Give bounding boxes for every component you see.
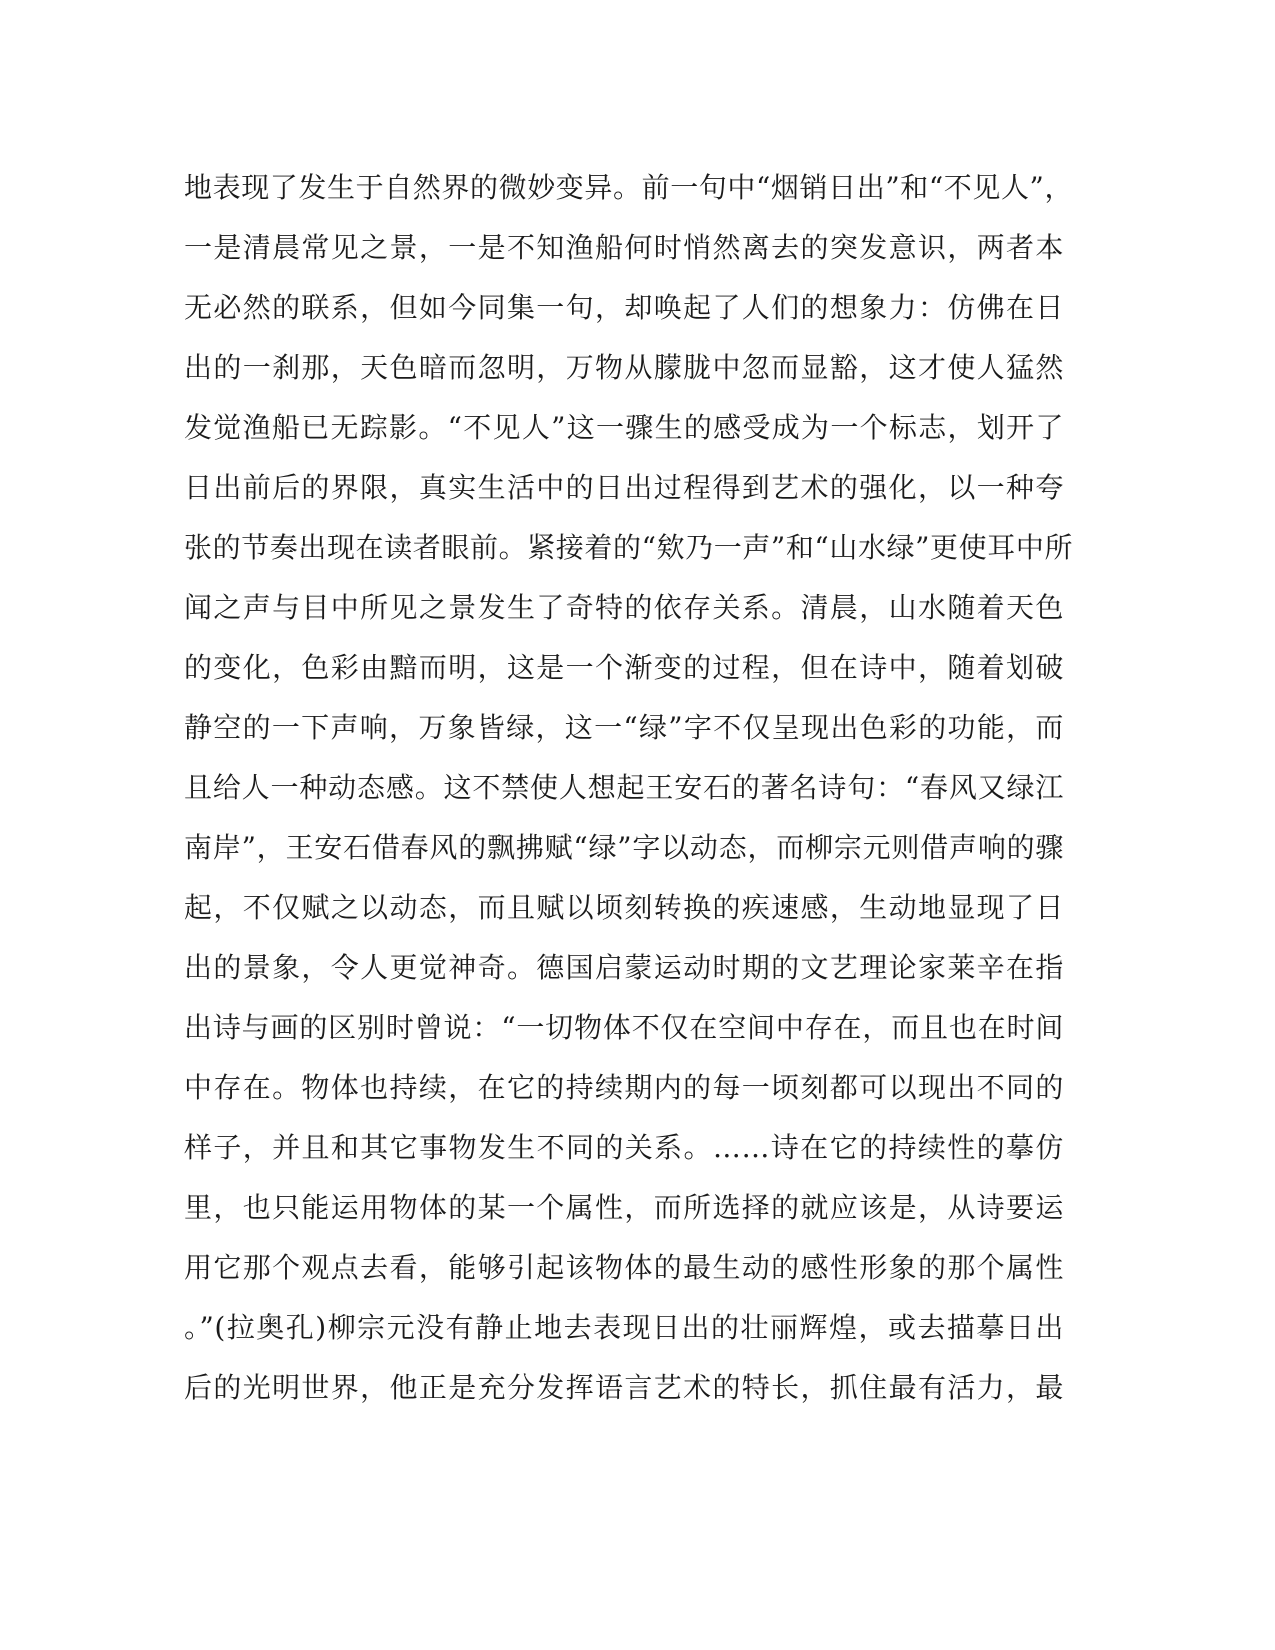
text-line: 无必然的联系，但如今同集一句，却唤起了人们的想象力：仿佛在日 — [184, 291, 1064, 324]
text-line: 南岸”，王安石借春风的飘拂赋“绿”字以动态，而柳宗元则借声响的骤 — [184, 831, 1064, 864]
text-line: 出的一刹那，天色暗而忽明，万物从朦胧中忽而显豁，这才使人猛然 — [184, 351, 1064, 384]
text-line: 张的节奏出现在读者眼前。紧接着的“欸乃一声”和“山水绿”更使耳中所 — [184, 531, 1074, 564]
text-line: 出诗与画的区别时曾说：“一切物体不仅在空间中存在，而且也在时间 — [184, 1011, 1064, 1044]
text-line: 闻之声与目中所见之景发生了奇特的依存关系。清晨，山水随着天色 — [184, 591, 1064, 624]
text-line: 起，不仅赋之以动态，而且赋以顷刻转换的疾速感，生动地显现了日 — [184, 891, 1064, 924]
text-line: 的变化，色彩由黯而明，这是一个渐变的过程，但在诗中，随着划破 — [184, 651, 1064, 684]
text-line: 一是清晨常见之景，一是不知渔船何时悄然离去的突发意识，两者本 — [184, 231, 1064, 264]
body-text — [184, 158, 1074, 1418]
text-line: 。”(拉奥孔)柳宗元没有静止地去表现日出的壮丽辉煌，或去描摹日出 — [184, 1311, 1064, 1344]
text-line: 样子，并且和其它事物发生不同的关系。……诗在它的持续性的摹仿 — [184, 1131, 1064, 1164]
text-line: 日出前后的界限，真实生活中的日出过程得到艺术的强化，以一种夸 — [184, 471, 1064, 504]
text-line: 里，也只能运用物体的某一个属性，而所选择的就应该是，从诗要运 — [184, 1191, 1064, 1224]
text-line: 用它那个观点去看，能够引起该物体的最生动的感性形象的那个属性 — [184, 1251, 1064, 1284]
text-line: 后的光明世界，他正是充分发挥语言艺术的特长，抓住最有活力，最 — [184, 1371, 1064, 1404]
text-line: 静空的一下声响，万象皆绿，这一“绿”字不仅呈现出色彩的功能，而 — [184, 711, 1064, 744]
text-line: 出的景象，令人更觉神奇。德国启蒙运动时期的文艺理论家莱辛在指 — [184, 951, 1064, 984]
text-line: 地表现了发生于自然界的微妙变异。前一句中“烟销日出”和“不见人”， — [184, 171, 1074, 204]
text-line: 且给人一种动态感。这不禁使人想起王安石的著名诗句：“春风又绿江 — [184, 771, 1064, 804]
text-line: 中存在。物体也持续，在它的持续期内的每一顷刻都可以现出不同的 — [184, 1071, 1064, 1104]
text-line: 发觉渔船已无踪影。“不见人”这一骤生的感受成为一个标志，划开了 — [184, 411, 1064, 444]
